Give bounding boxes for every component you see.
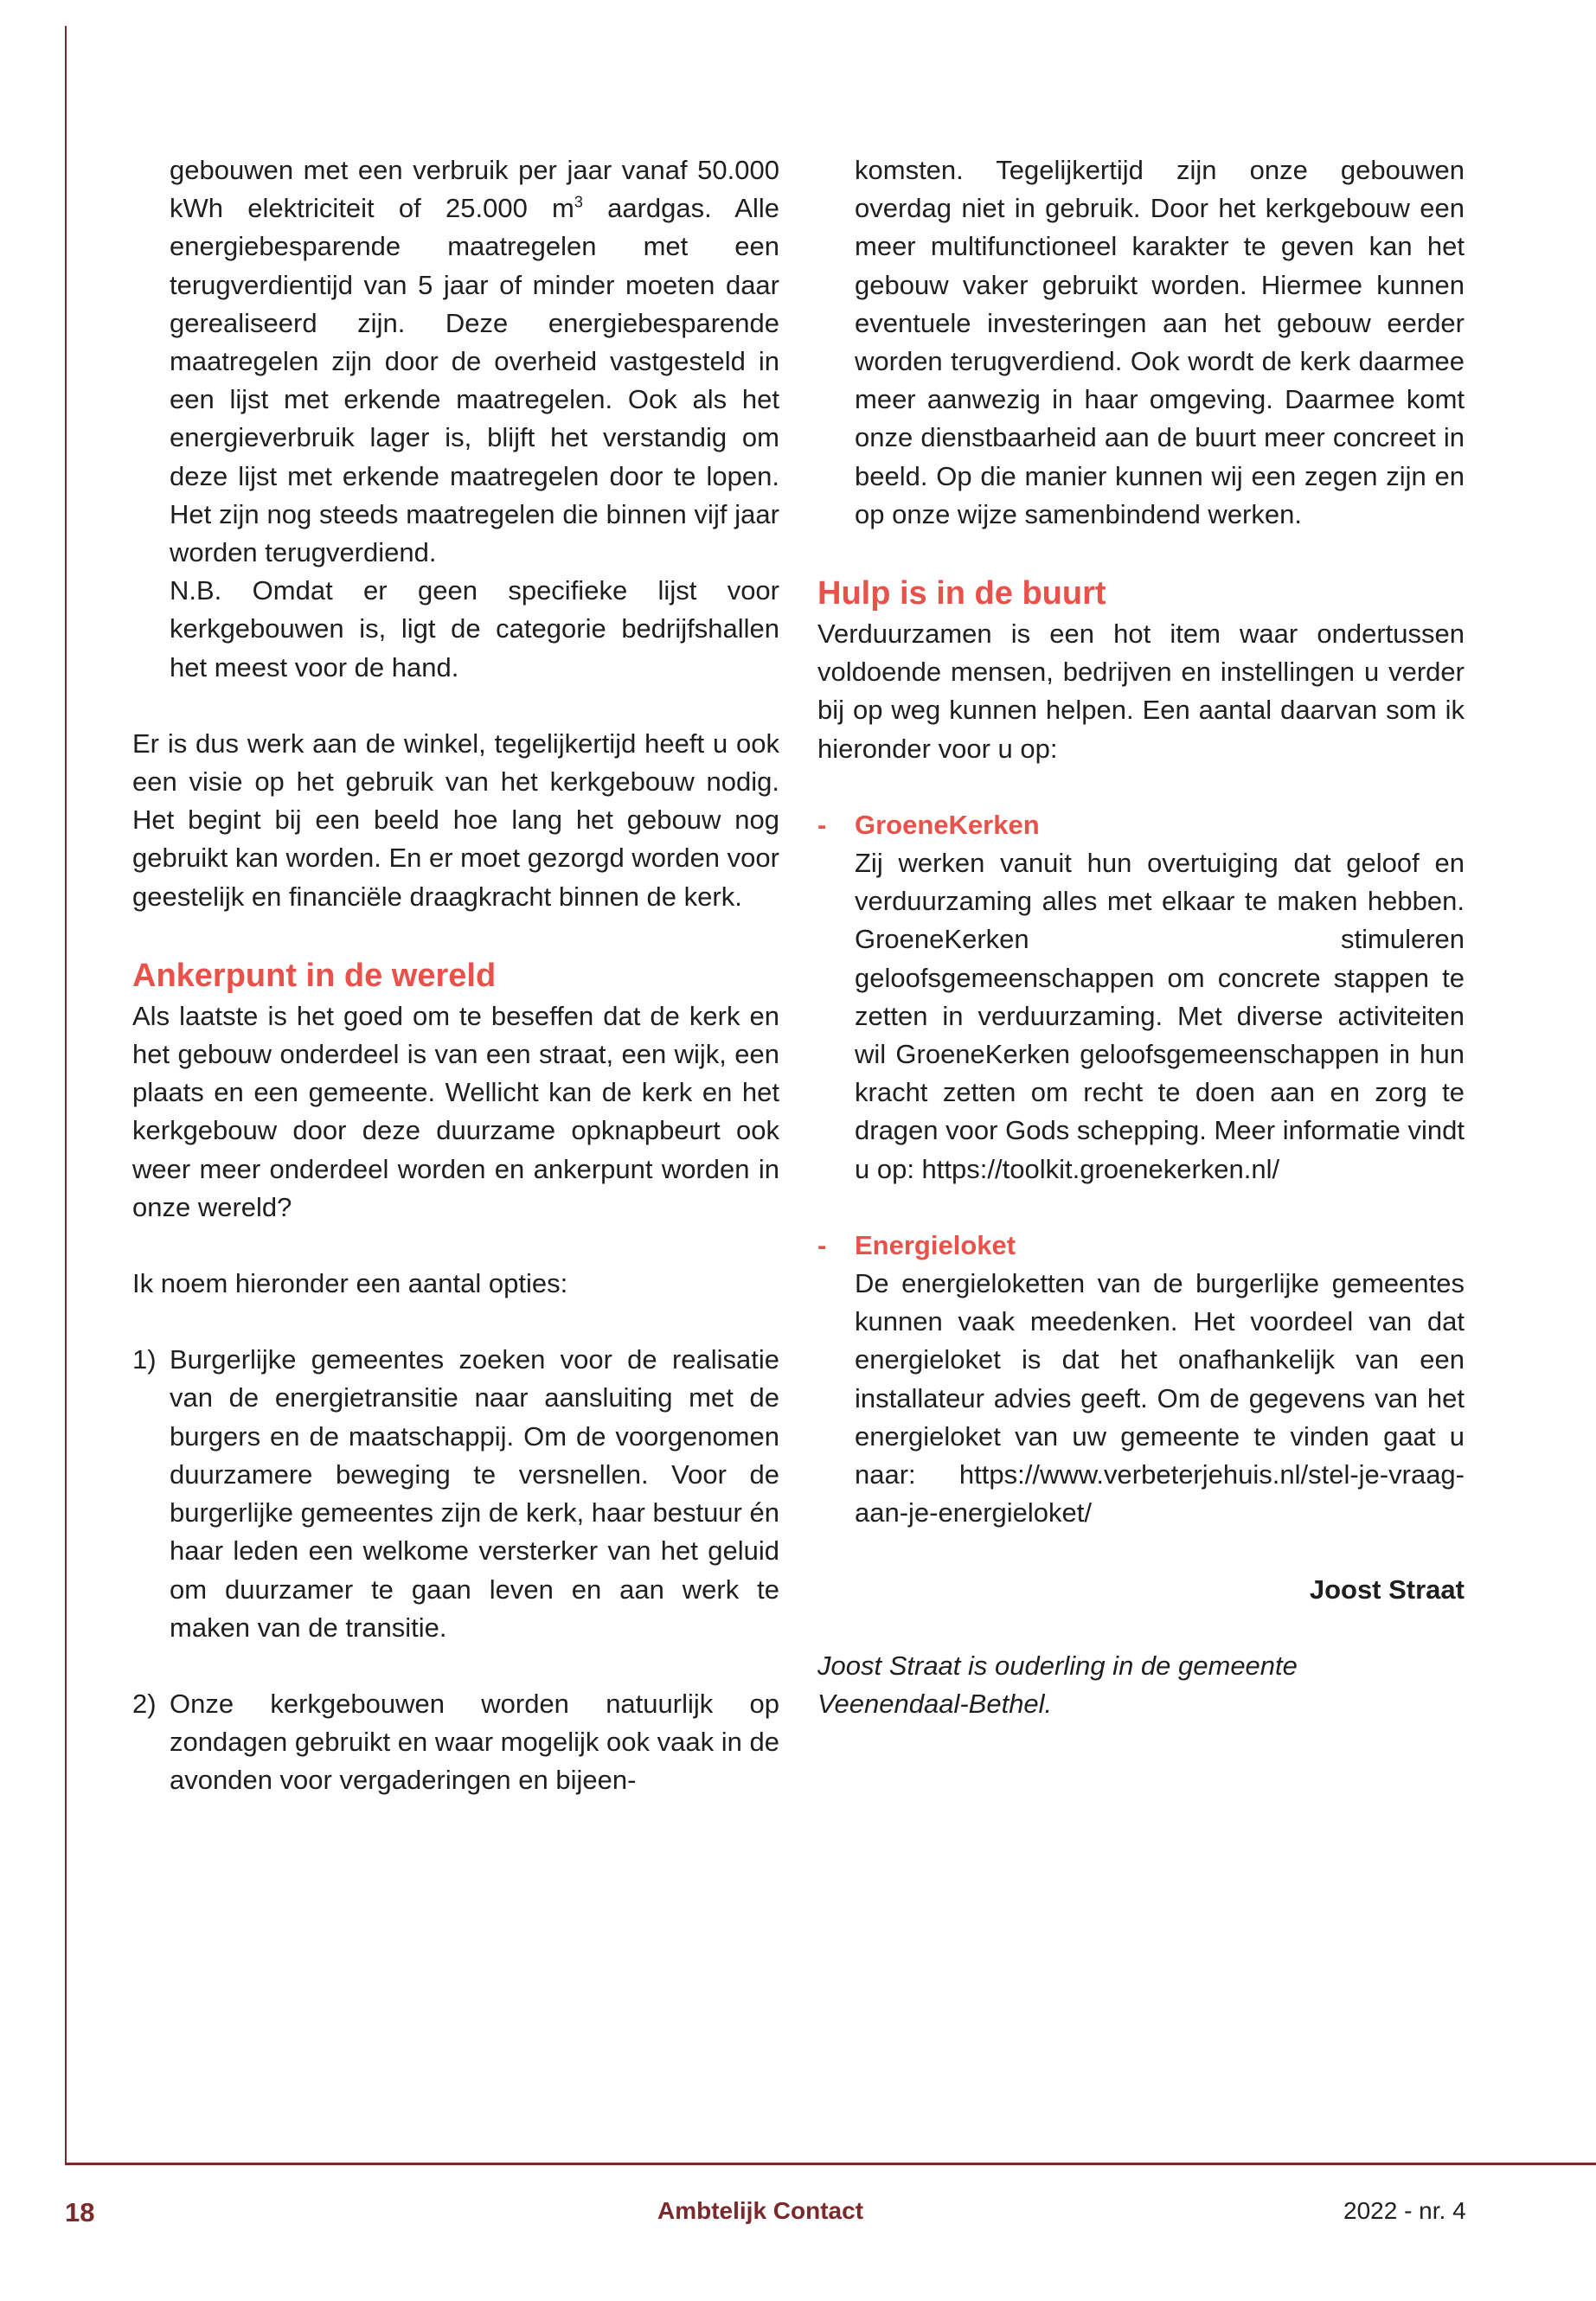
hulp-paragraph: Verduurzamen is een hot item waar ondertussen voldoende mensen, bedrijven en instellingen u verder bij op weg kunnen helpen. Een aantal daarvan som ik hieronder voor u op: (817, 619, 1465, 764)
resource-energieloket: - Energieloket De energieloketten van de burgerlijke gemeentes kunnen vaak meedenken. Het voordeel van dat energieloket is dat het onafhankelijk van een installateur advies geeft. Om de gegevens van het energieloket van uw gemeente te vinden gaat u naar: https://www.verbeterjehuis.nl/stel-je-vraag-aan-je-energieloket/ (817, 1227, 1465, 1533)
heading-ankerpunt: Ankerpunt in de wereld (132, 957, 497, 994)
numbered-item: 2) Onze kerkgebouwen worden natuurlijk op zondagen gebruikt en waar mogelijk ook vaak in de avonden voor vergaderingen en bijeen- (132, 1688, 779, 1796)
intro-paragraph: gebouwen met een verbruik per jaar vanaf 50.000 kWh elektriciteit of 25.000 $m^3$ aardgas. Alle energiebesparende maatregelen met een terugverdientijd van 5 jaar of minder moeten daar gerealiseerd zijn. Deze energiebesparende maatregelen zijn door de overheid vastgesteld in een lijst met erkende maatregelen. Ook als het energieverbruik lager is, blijft het verstandig om deze lijst met erkende maatregelen door te lopen. Het zijn nog steeds maatregelen die binnen vijf jaar worden terugverdiend. (170, 155, 779, 568)
heading-hulp: Hulp is in de buurt (817, 575, 1106, 612)
right-column (817, 151, 1465, 1723)
left-margin-rule (65, 26, 67, 2164)
page-number: 18 (65, 2197, 95, 2227)
resource-title: GroeneKerken (855, 809, 1040, 840)
opties-paragraph: Ik noem hieronder een aantal opties: (132, 1268, 568, 1299)
nb-paragraph: N.B. Omdat er geen specifieke lijst voor kerkgebouwen is, ligt de categorie bedrijfshallen het meest voor de hand. (170, 575, 779, 683)
resource-groenekerken: - GroeneKerken Zij werken vanuit hun overtuiging dat geloof en verduurzaming alles met elkaar te maken hebben. GroeneKerken stimuleren geloofsgemeenschappen om concrete stappen te zetten in verduurzaming. Met diverse activiteiten wil GroeneKerken geloofsgemeenschappen in hun kracht zetten om recht te doen aan en zorg te dragen voor Gods schepping. Meer informatie vindt u op: https://toolkit.groenekerken.nl/ (817, 806, 1465, 1189)
resource-text: De energieloketten van de burgerlijke gemeentes kunnen vaak meedenken. Het voordeel van dat energieloket is dat het onafhankelijk van een installateur advies geeft. Om de gegevens van het energieloket van uw gemeente te vinden gaat u naar: https://www.verbeterjehuis.nl/stel-je-vraag-aan-je-energieloket/ (855, 1268, 1465, 1529)
numbered-item: 1) Burgerlijke gemeentes zoeken voor de realisatie van de energietransitie naar aansluiting met de burgers en de maatschappij. Om de voorgenomen duurzamere beweging te versnellen. Voor de burgerlijke gemeentes zijn de kerk, haar bestuur én haar leden een welkome versterker van het geluid om duurzamer te gaan leven en aan werk te maken van de transitie. (132, 1344, 779, 1643)
author-name: Joost Straat (1309, 1574, 1465, 1605)
magazine-title: Ambtelijk Contact (657, 2197, 864, 2224)
footer-rule (65, 2163, 1596, 2165)
issue-number: 2022 - nr. 4 (1343, 2197, 1466, 2224)
resource-title: Energieloket (855, 1229, 1016, 1260)
left-column (132, 151, 779, 1800)
werk-paragraph: Er is dus werk aan de winkel, tegelijkertijd heeft u ook een visie op het gebruik van het kerkgebouw nodig. Het begint bij een beeld hoe lang het gebouw nog gebruikt kan worden. En er moet gezorgd worden voor geestelijk en financiële draagkracht binnen de kerk. (132, 727, 779, 912)
continuation-paragraph: komsten. Tegelijkertijd zijn onze gebouwen overdag niet in gebruik. Door het kerkgebouw een meer multifunctioneel karakter te geven kan het gebouw vaker gebruikt worden. Hiermee kunnen eventuele investeringen aan het gebouw eerder worden terugverdiend. Ook wordt de kerk daarmee meer aanwezig in haar omgeving. Daarmee komt onze dienstbaarheid aan de buurt meer concreet in beeld. Op die manier kunnen wij een zegen zijn en op onze wijze samenbindend werken. (855, 155, 1465, 529)
author-bio: Joost Straat is ouderling in de gemeente Veenendaal-Bethel. (817, 1650, 1298, 1719)
resource-text: Zij werken vanuit hun overtuiging dat geloof en verduurzaming alles met elkaar te maken hebben. GroeneKerken stimuleren geloofsgemeenschappen om concrete stappen te zetten in verduurzaming. Met diverse activiteiten wil GroeneKerken geloofsgemeenschappen in hun kracht zetten om recht te doen aan en zorg te dragen voor Gods schepping. Meer informatie vindt u op: https://toolkit.groenekerken.nl/ (855, 848, 1465, 1184)
ankerpunt-paragraph: Als laatste is het goed om te beseffen dat de kerk en het gebouw onderdeel is van een straat, een wijk, een plaats en een gemeente. Wellicht kan de kerk en het kerkgebouw door deze duurzame opknapbeurt ook weer meer onderdeel worden en ankerpunt worden in onze wereld? (132, 1000, 779, 1222)
